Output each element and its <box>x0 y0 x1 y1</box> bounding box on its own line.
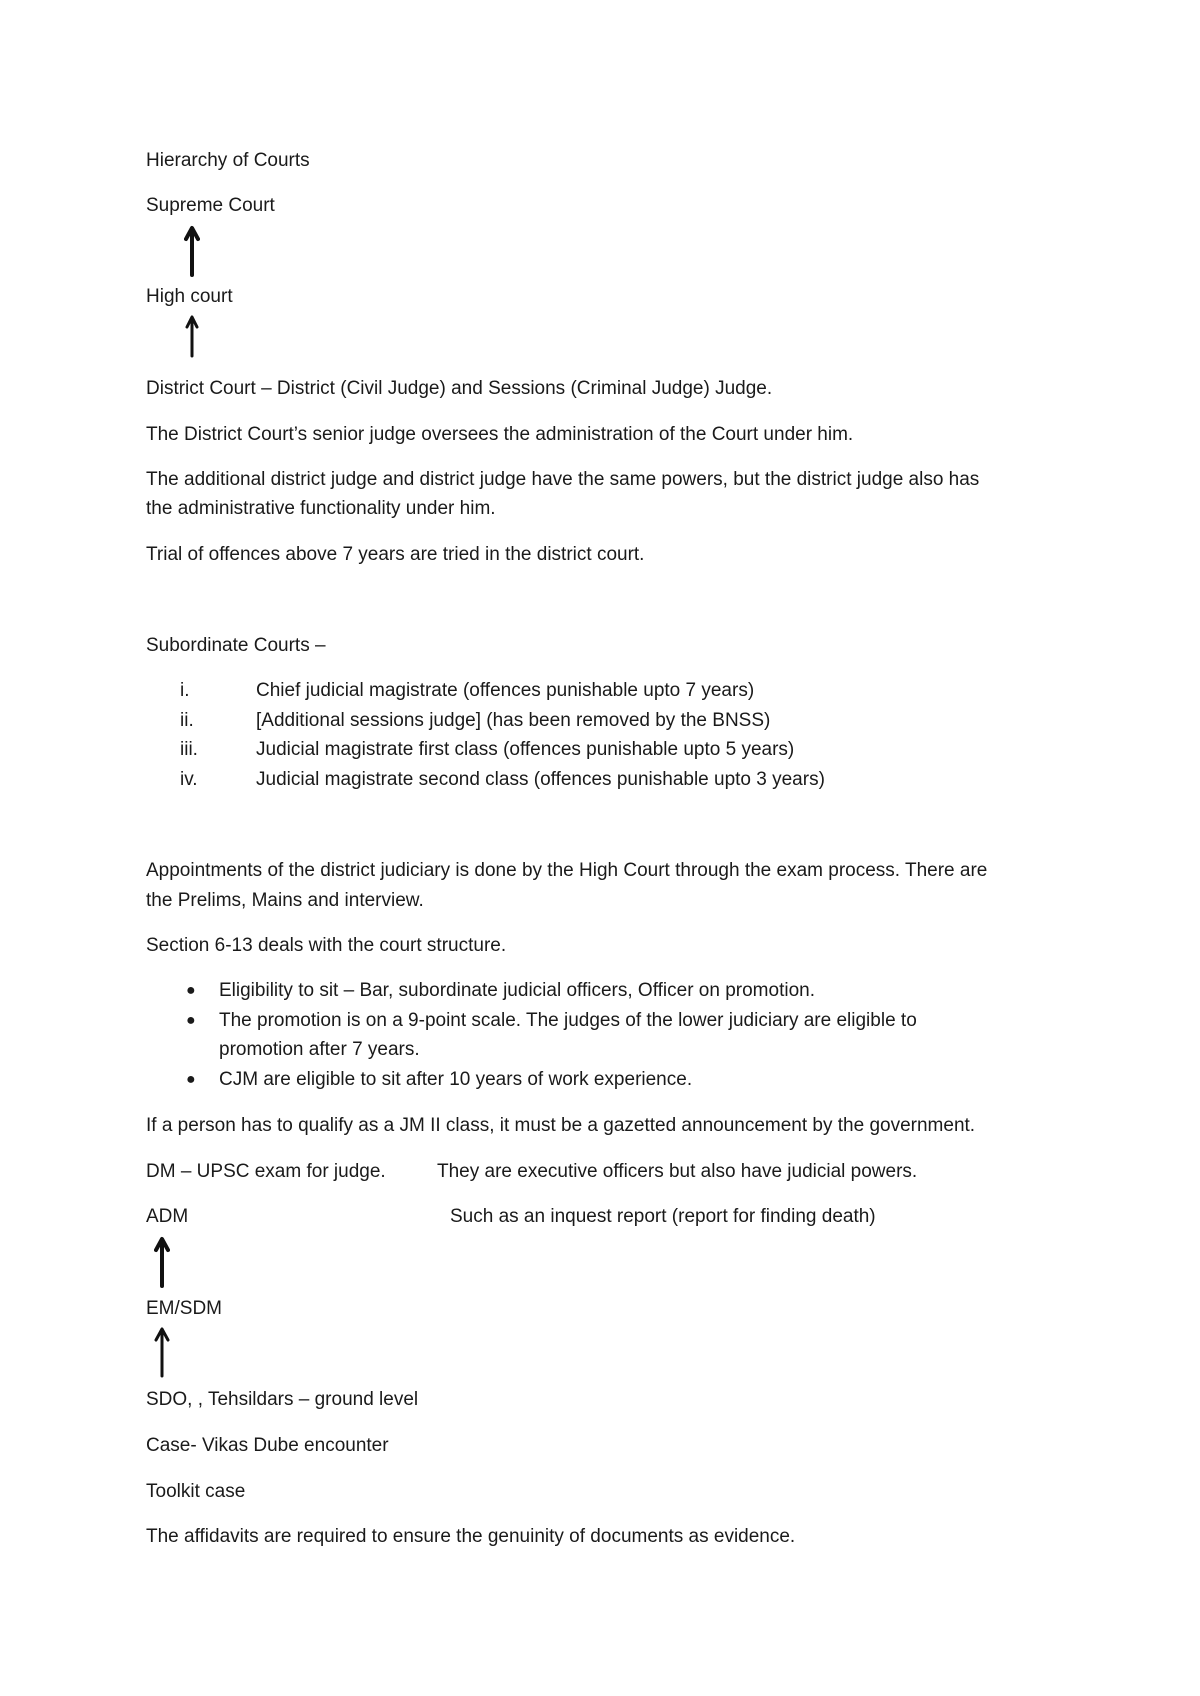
up-arrow-icon <box>184 225 200 277</box>
hierarchy-em-sdm: EM/SDM <box>146 1298 222 1319</box>
dm-label: DM – UPSC exam for judge. <box>146 1161 386 1182</box>
list-number: iv. <box>180 769 198 790</box>
paragraph: Section 6-13 deals with the court structure. <box>146 935 507 956</box>
paragraph: Trial of offences above 7 years are tried in the district court. <box>146 544 645 565</box>
subordinate-heading: Subordinate Courts – <box>146 635 326 656</box>
list-item: [Additional sessions judge] (has been removed by the BNSS) <box>256 710 771 731</box>
list-number: iii. <box>180 739 198 760</box>
bullet-icon: ● <box>186 1012 196 1029</box>
bullet-item: The promotion is on a 9-point scale. The judges of the lower judiciary are eligible to <box>219 1010 917 1031</box>
dm-note: They are executive officers but also have judicial powers. <box>437 1161 918 1182</box>
bullet-icon: ● <box>186 1071 196 1088</box>
paragraph: The affidavits are required to ensure the genuinity of documents as evidence. <box>146 1526 796 1547</box>
list-number: i. <box>180 680 190 701</box>
document-title: Hierarchy of Courts <box>146 150 310 171</box>
up-arrow-icon <box>154 1326 170 1378</box>
hierarchy-district-court: District Court – District (Civil Judge) and Sessions (Criminal Judge) Judge. <box>146 378 773 399</box>
bullet-item: Eligibility to sit – Bar, subordinate judicial officers, Officer on promotion. <box>219 980 815 1001</box>
up-arrow-icon <box>154 1236 170 1288</box>
hierarchy-sdo: SDO, , Tehsildars – ground level <box>146 1389 419 1410</box>
bullet-item: CJM are eligible to sit after 10 years of work experience. <box>219 1069 693 1090</box>
paragraph: the administrative functionality under him. <box>146 498 496 519</box>
case-item: Toolkit case <box>146 1481 246 1502</box>
bullet-item-continuation: promotion after 7 years. <box>219 1039 420 1060</box>
paragraph: The additional district judge and district judge have the same powers, but the district judge also has <box>146 469 980 490</box>
hierarchy-supreme-court: Supreme Court <box>146 195 275 216</box>
hierarchy-high-court: High court <box>146 286 233 307</box>
list-number: ii. <box>180 710 194 731</box>
paragraph: If a person has to qualify as a JM II class, it must be a gazetted announcement by the government. <box>146 1115 976 1136</box>
bullet-icon: ● <box>186 982 196 999</box>
hierarchy-adm: ADM <box>146 1206 189 1227</box>
list-item: Judicial magistrate first class (offences punishable upto 5 years) <box>256 739 795 760</box>
case-item: Case- Vikas Dube encounter <box>146 1435 389 1456</box>
paragraph: the Prelims, Mains and interview. <box>146 890 424 911</box>
adm-note: Such as an inquest report (report for finding death) <box>450 1206 876 1227</box>
paragraph: The District Court’s senior judge oversees the administration of the Court under him. <box>146 424 854 445</box>
paragraph: Appointments of the district judiciary is done by the High Court through the exam process. There are <box>146 860 988 881</box>
list-item: Chief judicial magistrate (offences punishable upto 7 years) <box>256 680 755 701</box>
up-arrow-icon <box>184 314 200 358</box>
list-item: Judicial magistrate second class (offences punishable upto 3 years) <box>256 769 825 790</box>
